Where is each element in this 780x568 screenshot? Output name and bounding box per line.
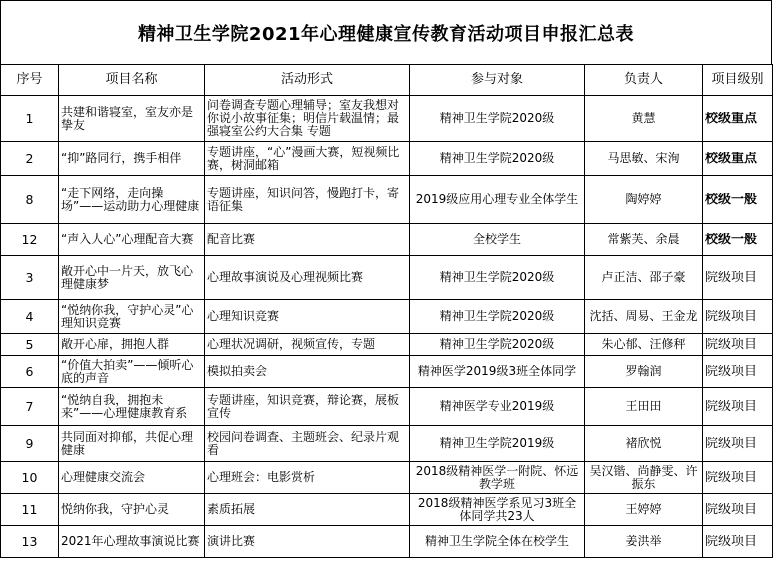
row-form-cell-text: 配音比赛 <box>207 233 256 246</box>
row-leader-cell[interactable] <box>585 356 703 388</box>
row-no-cell-text: 3 <box>25 270 34 285</box>
row-name-cell[interactable] <box>59 224 205 256</box>
row-form-cell-text: 演讲比赛 <box>207 535 256 548</box>
row-leader-cell[interactable] <box>585 388 703 426</box>
row-no-cell[interactable] <box>1 356 59 388</box>
row-leader-cell[interactable] <box>585 462 703 494</box>
row-target-cell[interactable] <box>410 426 585 462</box>
row-leader-cell[interactable] <box>585 300 703 334</box>
row-level-cell-text: 院级项目 <box>705 470 758 485</box>
sheet-title: 精神卫生学院2021年心理健康宣传教育活动项目申报汇总表 <box>0 0 772 64</box>
row-level-cell-text: 院级项目 <box>705 364 758 379</box>
row-level-cell[interactable] <box>703 142 773 176</box>
row-no-cell[interactable] <box>1 426 59 462</box>
row-no-cell[interactable] <box>1 224 59 256</box>
row-name-cell-text: “悦纳你我，守护心灵”心理知识竞赛 <box>61 303 194 330</box>
row-no-cell[interactable] <box>1 526 59 558</box>
row-leader-cell-text: 吴汉锴、尚静雯、许振东 <box>589 464 698 491</box>
row-target-cell-text: 精神医学专业2019级 <box>439 400 555 413</box>
table-row <box>1 334 773 356</box>
row-name-cell-text: 敞开心中一片天，放飞心理健康梦 <box>61 264 194 291</box>
row-name-cell[interactable] <box>59 426 205 462</box>
row-level-cell-text: 院级项目 <box>705 399 758 414</box>
row-leader-cell[interactable] <box>585 176 703 224</box>
header-row <box>1 65 773 96</box>
table-row <box>1 142 773 176</box>
row-no-cell-text: 13 <box>21 534 38 549</box>
row-name-cell[interactable] <box>59 96 205 142</box>
row-level-cell[interactable] <box>703 426 773 462</box>
row-level-cell-text: 院级项目 <box>705 534 758 549</box>
row-target-cell[interactable] <box>410 142 585 176</box>
row-target-cell-text: 2019级应用心理专业全体学生 <box>415 193 579 206</box>
row-leader-cell-text: 黄慧 <box>631 112 656 125</box>
row-form-cell-text: 问卷调查专题心理辅导；室友我想对你说小故事征集；明信片载温情；最强寝室公约大合集 专题 <box>207 99 400 138</box>
row-name-cell[interactable] <box>59 142 205 176</box>
row-form-cell-text: 素质拓展 <box>207 503 256 516</box>
row-form-cell-text: 心理状况调研，视频宣传，专题 <box>207 338 376 351</box>
row-leader-cell-text: 陶婷婷 <box>625 193 662 206</box>
row-no-cell[interactable] <box>1 142 59 176</box>
row-no-cell[interactable] <box>1 256 59 300</box>
row-name-cell-text: 共同面对抑郁，共促心理健康 <box>61 430 194 457</box>
row-no-cell-text: 1 <box>25 111 34 126</box>
row-leader-cell[interactable] <box>585 256 703 300</box>
row-name-cell[interactable] <box>59 300 205 334</box>
row-leader-cell-text: 卢正洁、邵子豪 <box>601 271 686 284</box>
row-no-cell[interactable] <box>1 462 59 494</box>
row-name-cell[interactable] <box>59 494 205 526</box>
row-target-cell-text: 精神卫生学院2020级 <box>439 338 555 351</box>
row-leader-cell[interactable] <box>585 526 703 558</box>
table-row <box>1 526 773 558</box>
row-form-cell-text: 模拟拍卖会 <box>207 365 268 378</box>
row-form-cell[interactable] <box>205 300 410 334</box>
row-name-cell-text: 悦纳你我，守护心灵 <box>61 503 170 516</box>
table-row <box>1 356 773 388</box>
row-name-cell[interactable] <box>59 256 205 300</box>
table-row <box>1 426 773 462</box>
row-form-cell[interactable] <box>205 334 410 356</box>
row-level-cell-text: 院级项目 <box>705 337 758 352</box>
row-form-cell[interactable] <box>205 256 410 300</box>
table-row <box>1 462 773 494</box>
row-level-cell-text: 院级项目 <box>705 309 758 324</box>
row-target-cell[interactable] <box>410 224 585 256</box>
row-form-cell[interactable] <box>205 224 410 256</box>
table-row <box>1 224 773 256</box>
row-target-cell[interactable] <box>410 176 585 224</box>
row-level-cell[interactable] <box>703 462 773 494</box>
row-form-cell[interactable] <box>205 176 410 224</box>
row-leader-cell[interactable] <box>585 96 703 142</box>
row-level-cell-text: 院级项目 <box>705 270 758 285</box>
row-no-cell-text: 8 <box>25 192 34 207</box>
row-target-cell-text: 2018级精神医学一附院、怀远教学班 <box>415 464 579 491</box>
row-target-cell[interactable] <box>410 462 585 494</box>
row-leader-cell[interactable] <box>585 142 703 176</box>
row-name-cell-text: “走下网络，走向操场”——运动助力心理健康 <box>61 186 200 213</box>
row-form-cell-text: 专题讲座，“心”漫画大赛，短视频比赛，树洞邮箱 <box>207 145 400 172</box>
row-target-cell-text: 精神卫生学院2020级 <box>439 271 555 284</box>
row-leader-cell[interactable] <box>585 494 703 526</box>
row-name-cell[interactable] <box>59 334 205 356</box>
row-target-cell[interactable] <box>410 356 585 388</box>
row-target-cell-text: 精神医学2019级3班全体同学 <box>417 365 577 378</box>
row-level-cell[interactable] <box>703 526 773 558</box>
row-target-cell[interactable] <box>410 96 585 142</box>
row-target-cell[interactable] <box>410 300 585 334</box>
row-name-cell[interactable] <box>59 526 205 558</box>
row-target-cell-text: 精神卫生学院全体在校学生 <box>424 535 569 548</box>
row-no-cell-text: 11 <box>21 502 38 517</box>
table-row <box>1 388 773 426</box>
header-form[interactable]: 活动形式 <box>205 65 410 96</box>
row-leader-cell-text: 王婷婷 <box>625 503 662 516</box>
header-level[interactable]: 项目级别 <box>703 65 773 96</box>
row-leader-cell[interactable] <box>585 426 703 462</box>
row-form-cell[interactable] <box>205 96 410 142</box>
row-name-cell-text: “悦纳自我，拥抱未来”——心理健康教育系 <box>61 393 188 420</box>
row-form-cell-text: 校园问卷调查、主题班会、纪录片观看 <box>207 430 400 457</box>
row-level-cell[interactable] <box>703 224 773 256</box>
table-row <box>1 176 773 224</box>
row-level-cell-text: 校级一般 <box>705 232 758 247</box>
row-level-cell[interactable] <box>703 334 773 356</box>
row-target-cell-text: 2018级精神医学系见习3班全体同学共23人 <box>417 496 577 523</box>
row-name-cell-text: 共建和谐寝室，室友亦是挚友 <box>61 105 194 132</box>
row-form-cell-text: 心理故事演说及心理视频比赛 <box>207 271 364 284</box>
row-no-cell[interactable] <box>1 494 59 526</box>
row-form-cell-text: 心理班会：电影赏析 <box>207 471 316 484</box>
row-name-cell[interactable] <box>59 462 205 494</box>
row-level-cell[interactable] <box>703 300 773 334</box>
row-form-cell[interactable] <box>205 426 410 462</box>
row-level-cell-text: 院级项目 <box>705 502 758 517</box>
row-no-cell-text: 2 <box>25 151 34 166</box>
row-leader-cell-text: 朱心郁、汪修秤 <box>601 338 686 351</box>
row-level-cell[interactable] <box>703 494 773 526</box>
row-level-cell[interactable] <box>703 176 773 224</box>
row-leader-cell-text: 褚欣悦 <box>625 437 662 450</box>
row-level-cell-text: 校级一般 <box>705 192 758 207</box>
row-name-cell-text: “价值大拍卖”——倾听心底的声音 <box>61 358 194 385</box>
table-row <box>1 96 773 142</box>
row-level-cell[interactable] <box>703 256 773 300</box>
row-no-cell[interactable] <box>1 176 59 224</box>
row-name-cell[interactable] <box>59 388 205 426</box>
row-target-cell[interactable] <box>410 334 585 356</box>
row-form-cell[interactable] <box>205 494 410 526</box>
row-no-cell-text: 12 <box>21 232 38 247</box>
row-target-cell-text: 精神卫生学院2020级 <box>439 152 555 165</box>
header-no[interactable]: 序号 <box>1 65 59 96</box>
row-form-cell[interactable] <box>205 526 410 558</box>
row-leader-cell-text: 王田田 <box>625 400 662 413</box>
row-target-cell[interactable] <box>410 256 585 300</box>
row-name-cell-text: 心理健康交流会 <box>61 471 146 484</box>
row-target-cell-text: 精神卫生学院2019级 <box>439 437 555 450</box>
table-row <box>1 494 773 526</box>
row-level-cell-text: 校级重点 <box>705 111 758 126</box>
row-leader-cell-text: 马思敏、宋洵 <box>607 152 680 165</box>
row-leader-cell-text: 常紫芙、余晨 <box>607 233 680 246</box>
header-target[interactable]: 参与对象 <box>410 65 585 96</box>
row-no-cell-text: 7 <box>25 399 34 414</box>
row-target-cell[interactable] <box>410 388 585 426</box>
row-no-cell-text: 4 <box>25 309 34 324</box>
row-target-cell[interactable] <box>410 526 585 558</box>
row-target-cell-text: 精神卫生学院2020级 <box>439 112 555 125</box>
header-leader[interactable]: 负责人 <box>585 65 703 96</box>
row-target-cell-text: 精神卫生学院2020级 <box>439 310 555 323</box>
row-name-cell-text: “声入人心”心理配音大赛 <box>61 233 194 246</box>
row-no-cell-text: 6 <box>25 364 34 379</box>
row-form-cell-text: 专题讲座，知识竞赛，辩论赛，展板宣传 <box>207 393 400 420</box>
row-name-cell-text: “抑”路同行，携手相伴 <box>61 152 182 165</box>
row-form-cell-text: 专题讲座，知识问答，慢跑打卡，寄语征集 <box>207 186 400 213</box>
row-level-cell-text: 校级重点 <box>705 151 758 166</box>
summary-table <box>0 64 773 558</box>
row-name-cell[interactable] <box>59 176 205 224</box>
row-level-cell[interactable] <box>703 388 773 426</box>
row-name-cell[interactable] <box>59 356 205 388</box>
table-row <box>1 256 773 300</box>
row-target-cell-text: 全校学生 <box>472 233 521 246</box>
row-form-cell[interactable] <box>205 356 410 388</box>
table-row <box>1 300 773 334</box>
row-leader-cell-text: 沈括、周易、王金龙 <box>589 310 698 323</box>
row-no-cell[interactable] <box>1 300 59 334</box>
row-no-cell-text: 10 <box>21 470 38 485</box>
row-form-cell-text: 心理知识竞赛 <box>207 310 280 323</box>
row-no-cell-text: 5 <box>25 337 34 352</box>
row-no-cell[interactable] <box>1 334 59 356</box>
row-no-cell[interactable] <box>1 388 59 426</box>
row-leader-cell-text: 罗翰润 <box>625 365 662 378</box>
row-level-cell-text: 院级项目 <box>705 436 758 451</box>
row-name-cell-text: 2021年心理故事演说比赛 <box>61 535 200 548</box>
row-no-cell-text: 9 <box>25 436 34 451</box>
row-form-cell[interactable] <box>205 462 410 494</box>
row-form-cell[interactable] <box>205 388 410 426</box>
row-leader-cell[interactable] <box>585 224 703 256</box>
row-level-cell[interactable] <box>703 96 773 142</box>
row-form-cell[interactable] <box>205 142 410 176</box>
row-level-cell[interactable] <box>703 356 773 388</box>
row-leader-cell-text: 姜洪举 <box>625 535 662 548</box>
row-leader-cell[interactable] <box>585 334 703 356</box>
header-name[interactable]: 项目名称 <box>59 65 205 96</box>
row-target-cell[interactable] <box>410 494 585 526</box>
row-no-cell[interactable] <box>1 96 59 142</box>
row-name-cell-text: 敞开心扉，拥抱人群 <box>61 338 170 351</box>
